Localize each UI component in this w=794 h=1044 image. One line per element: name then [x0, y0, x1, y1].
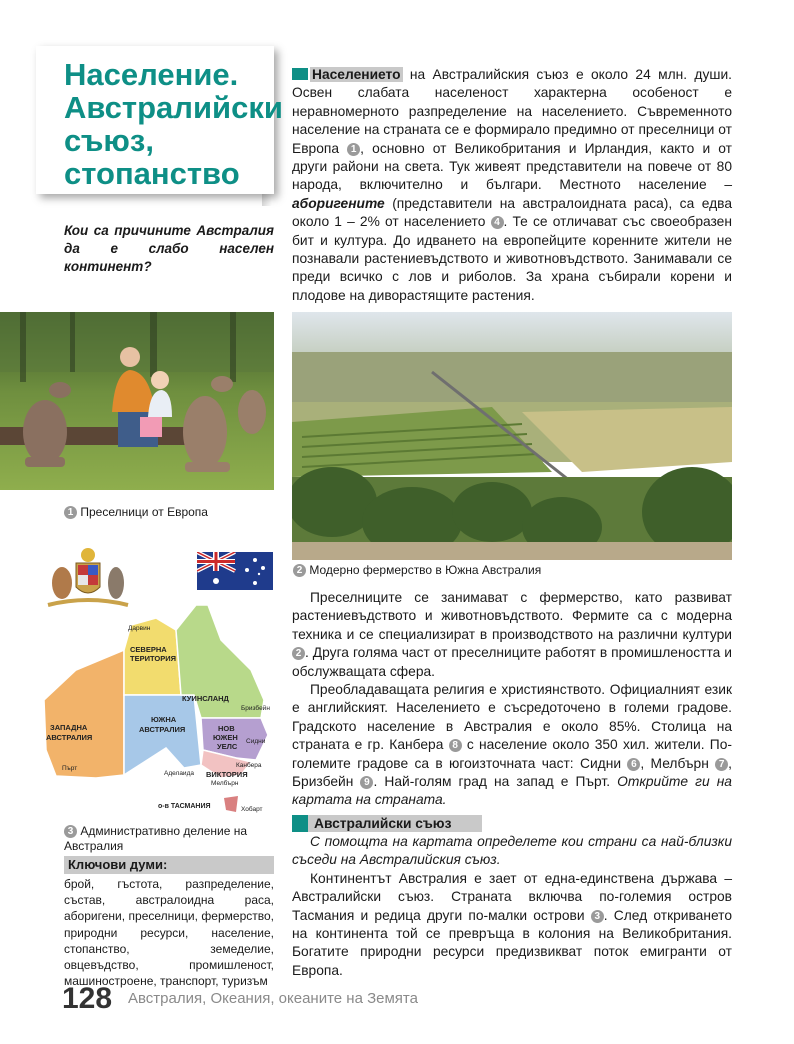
farming-part: Преобладаващата религия е християнството. Официалният език е английският. Населението е съсредоточено в големи градове. Градското население в Австралия е около 85%. Столица на страната е гр. Канбера: [292, 682, 732, 753]
title-box: [36, 46, 283, 194]
australia-flag-icon: [197, 552, 273, 590]
intro-part: . Те се отличават със своеобразен бит и култура. До идването на европейците коренните жители не познавали растениевъдството и животновъдството. Занимавали се преди всичко с лов и риболов. За храна събирали корени и плодове на диворастящите растения.: [292, 214, 732, 303]
section-marker: [292, 68, 308, 80]
union-task: С помощта на картата определете кои страни са най-близки съседи на Австралийския съюз.: [292, 834, 732, 868]
union-part: . След откриването на континента той се превръща в колония на Великобритания. Богатите природни ресурси предизвикват поток емигранти от Европа.: [292, 907, 733, 978]
ref-number: 2: [292, 647, 305, 660]
ref-number: 8: [449, 739, 462, 752]
map-city-canberra: Канбера: [236, 762, 262, 769]
map-caption-text: Административно деление на Австралия: [64, 824, 248, 853]
map-caption: [64, 824, 274, 854]
map-label-tasmania: о-в ТАСМАНИЯ: [158, 803, 211, 810]
ref-number: 7: [715, 758, 728, 771]
ref-number: 3: [64, 825, 77, 838]
map-label-nsw: НОВ: [218, 724, 235, 733]
map-label-nsw: УЕЛС: [217, 742, 238, 751]
photo-settlers: [0, 312, 274, 490]
map-city-melbourne: Мелбърн: [211, 780, 239, 787]
photo1-caption: [64, 505, 274, 520]
map-city-adelaide: Аделаида: [164, 770, 194, 777]
page-title: Население. Австралийски съюз, стопанство: [64, 57, 283, 191]
photo-farming: [292, 312, 732, 560]
farming-part: с население около 350 хил. жители. По-големите градове са в югоизточната част: Сидни: [292, 737, 732, 771]
intro-text: [292, 66, 732, 305]
australia-map: [36, 600, 274, 818]
map-label-south: ЮЖНА: [151, 715, 177, 724]
intro-part: , основно от Великобритания и Ирландия, както и от други райони на света. Тук живеят представители на повече от 80 народа, включително и българи. Местното население –: [292, 140, 732, 193]
farming-part: . Най-голям град на запад е Пърт.: [373, 774, 618, 790]
map-label-north: СЕВЕРНА: [130, 645, 167, 654]
union-heading: Австралийски съюз: [292, 815, 482, 832]
ref-number: 9: [360, 776, 373, 789]
union-text: [292, 833, 732, 980]
running-footer: Австралия, Океания, океаните на Земята: [128, 990, 418, 1007]
map-label-west: АВСТРАЛИЯ: [46, 733, 93, 742]
farming-part: , Бризбейн: [292, 755, 733, 790]
farming-part: Преселниците се занимават с фермерство, като развиват растениевъдството и животновъдството. Фермите са с модерна техника и се специализират в производството на различни култури: [292, 590, 732, 642]
page-number: 128: [62, 982, 113, 1015]
farming-text: [292, 589, 732, 810]
ref-number: 4: [491, 216, 504, 229]
ref-number: 1: [64, 506, 77, 519]
intro-part: на Австралийския съюз е около 24 млн. души. Освен слабата населеност характерна особеност е неравномерното разпределение на населението. Съвременното население на страната се е формирало предимно от преселници от Европа: [292, 67, 732, 156]
map-label-north: ТЕРИТОРИЯ: [130, 654, 176, 663]
map-label-queensland: КУИНСЛАНД: [182, 694, 229, 703]
intro-part: (представители на австралоидната раса), са едва около 1 – 2% от населението: [292, 195, 732, 230]
map-label-nsw: ЮЖЕН: [213, 733, 238, 742]
ref-number: 3: [591, 910, 604, 923]
question: Кои са причините Австралия да е слабо населен континент?: [64, 223, 274, 274]
photo1-caption-text: Преселници от Европа: [80, 505, 208, 519]
map-city-hobart: Хобарт: [241, 806, 263, 813]
farming-part: , Мелбърн: [640, 755, 716, 771]
keywords-text: брой, гъстота, разпределение, състав, австралоидна раса, аборигени, преселници, фермерство, природни ресурси, население, стопанство, земеделие, овцевъдство, промишленост, машиностроене, транспорт, туризъм: [64, 877, 274, 989]
photo2-caption: [293, 563, 733, 578]
ref-number: 2: [293, 564, 306, 577]
ref-number: 6: [627, 758, 640, 771]
map-label-south: АВСТРАЛИЯ: [139, 725, 186, 734]
map-city-perth: Пърт: [62, 765, 78, 772]
map-city-darwin: Дарвин: [128, 625, 151, 632]
intro-emphasis: аборигените: [292, 195, 385, 211]
photo2-caption-text: Модерно фермерство в Южна Австралия: [309, 563, 542, 577]
union-part: Континентът Австралия е зает от една-единствена държава – Австралийски съюз. Страната включва по-големия остров Тасмания и редица други по-малки острови: [292, 870, 732, 923]
farming-part: . Друга голяма част от преселниците работят в промишлеността и обслужващата сфера.: [292, 645, 732, 679]
map-label-victoria: ВИКТОРИЯ: [206, 770, 248, 779]
ref-number: 1: [347, 143, 360, 156]
map-label-west: ЗАПАДНА: [50, 723, 88, 732]
map-city-sydney: Сидни: [246, 738, 266, 745]
keywords-heading: Ключови думи:: [64, 856, 274, 874]
intro-lead: Населението: [312, 67, 401, 82]
farming-task: Открийте ги на картата на страната.: [292, 774, 732, 808]
map-city-brisbane: Бризбейн: [241, 705, 270, 712]
